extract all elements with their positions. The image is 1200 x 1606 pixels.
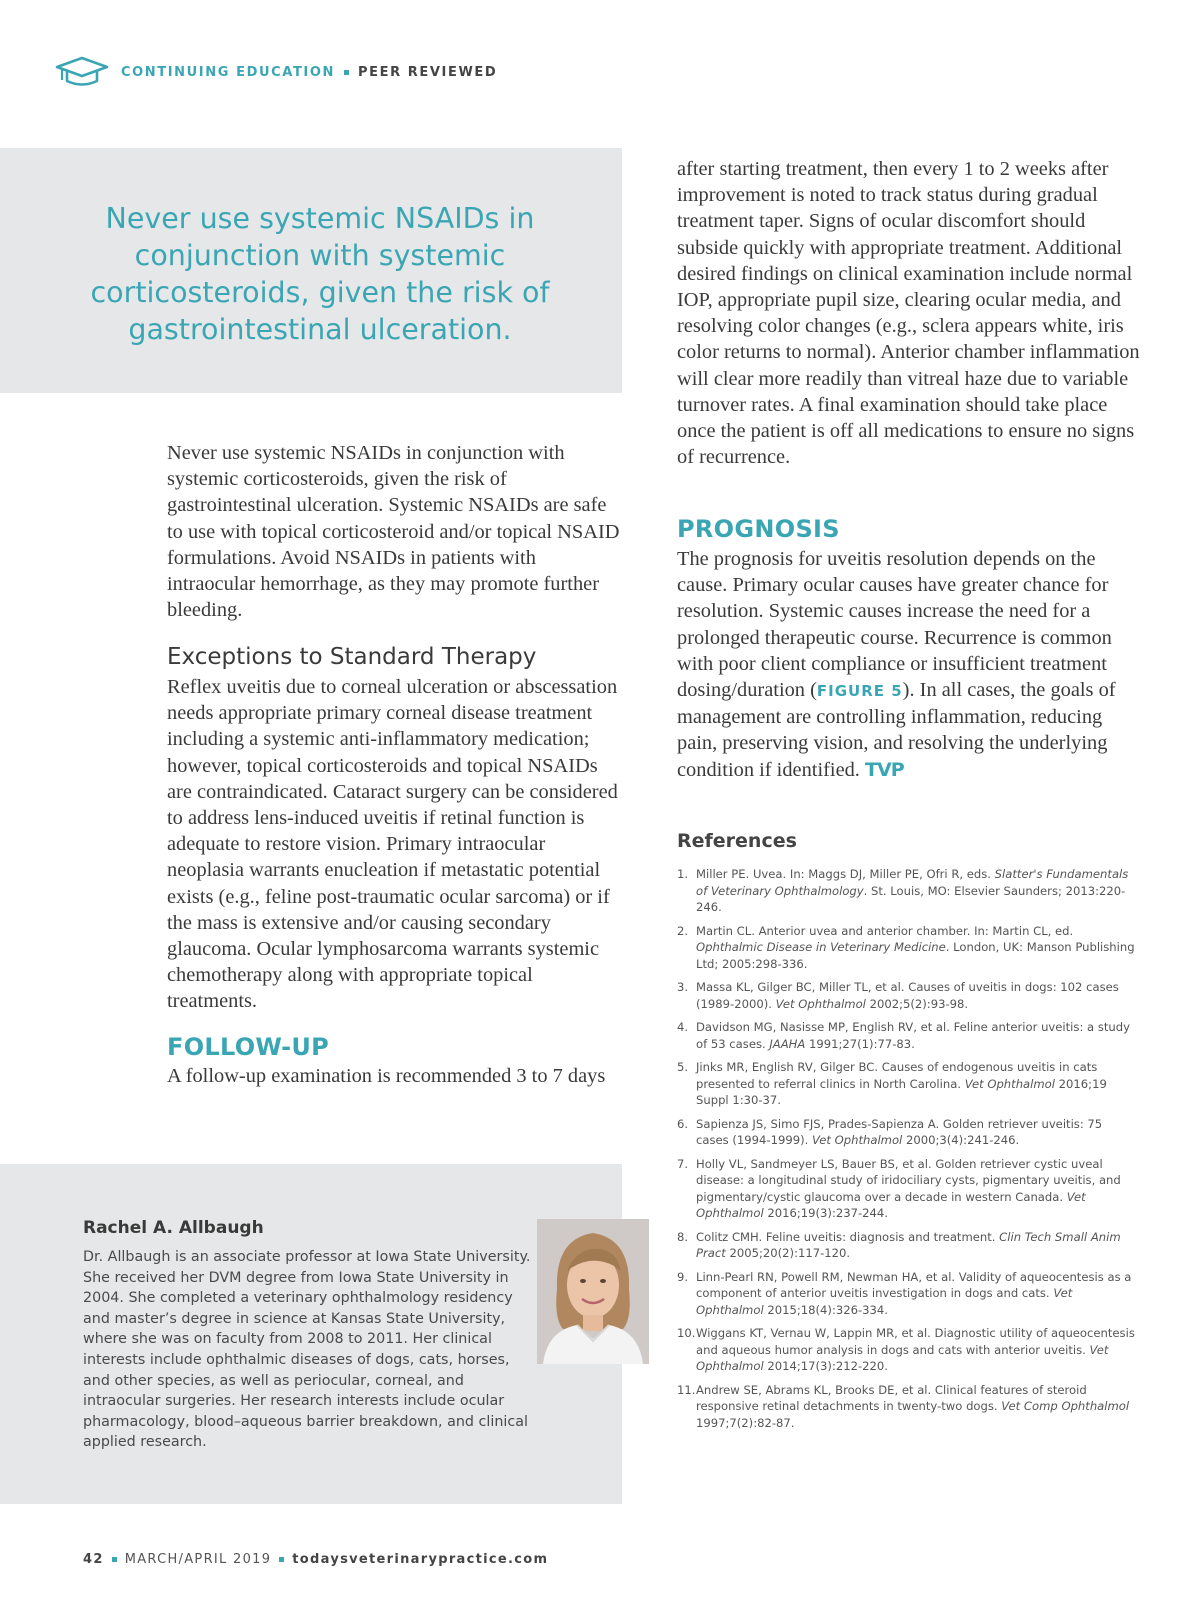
reference-number: 10. xyxy=(677,1326,696,1340)
reference-number: 4. xyxy=(677,1020,689,1034)
reference-citation: 2002;5(2):93-98. xyxy=(865,996,969,1011)
references-heading: References xyxy=(677,830,797,852)
end-mark-logo: TVP xyxy=(865,758,904,781)
reference-source-title: JAAHA xyxy=(769,1036,806,1051)
reference-item xyxy=(677,1156,1137,1222)
reference-citation: 2005;20(2):117-120. xyxy=(725,1246,851,1260)
reference-source-title: Vet Ophthalmol xyxy=(696,1342,1109,1373)
reference-text: Jinks MR, English RV, Gilger BC. Causes of endogenous uveitis in cats presented to referral clinics in North Carolina. xyxy=(696,1060,1098,1091)
references-list xyxy=(677,866,1137,1438)
reference-source-title: Vet Ophthalmol xyxy=(696,1189,1086,1220)
reference-item xyxy=(677,1116,1137,1149)
body-paragraph: Reflex uveitis due to corneal ulceration or abscessation needs appropriate primary corneal disease treatment including a systemic anti-inflammatory medication; however, topical corticosteroids and topical NSAIDs are contraindicated. Cataract surgery can be considered to address lens-induced uveitis if retinal function is adequate to restore vision. Primary intraocular neoplasia warrants enucleation if metastatic potential exists (e.g., feline post-traumatic ocular sarcoma) or if the mass is extensive and/or causing secondary glaucoma. Ocular lymphosarcoma warrants systemic chemotherapy along with appropriate topical treatments. xyxy=(167,676,618,1013)
peer-reviewed-label: PEER REVIEWED xyxy=(357,64,498,80)
issue-date: MARCH/APRIL 2019 xyxy=(124,1552,272,1567)
reference-source-title: Clin Tech Small Anim Pract xyxy=(696,1229,1121,1260)
reference-text: Wiggans KT, Vernau W, Lappin MR, et al. Diagnostic utility of aqueocentesis and aqueous humor analysis in dogs and cats with anterior uveitis. xyxy=(696,1326,1135,1357)
reference-text: Davidson MG, Nasisse MP, English RV, et al. Feline anterior uveitis: a study of 53 cases. xyxy=(696,1020,1130,1051)
reference-citation: 2015;18(4):326-334. xyxy=(763,1302,888,1317)
author-photo xyxy=(537,1219,649,1364)
reference-item xyxy=(677,1269,1137,1319)
reference-number: 1. xyxy=(677,867,689,881)
reference-citation: 2000;3(4):241-246. xyxy=(902,1133,1020,1147)
reference-source-title: Slatter's Fundamentals of Veterinary Ophthalmology xyxy=(696,867,1129,898)
paragraph-text: ). In all cases, the goals of management are controlling inflammation, reducing pain, preserving vision, and resolving the underlying condition if identified. xyxy=(677,679,1116,781)
separator-dot xyxy=(279,1557,284,1562)
pull-quote-text: Never use systemic NSAIDs in conjunction with systemic corticosteroids, given the risk of gastrointestinal ulceration. xyxy=(90,202,550,346)
reference-citation: 2016;19 Suppl 1:30-37. xyxy=(696,1076,1107,1107)
separator-dot xyxy=(344,70,349,75)
reference-number: 2. xyxy=(677,923,689,938)
reference-item xyxy=(677,1382,1137,1432)
graduation-cap-icon xyxy=(55,55,109,89)
reference-source-title: Vet Ophthalmol xyxy=(696,1286,1073,1317)
reference-item xyxy=(677,1019,1137,1052)
subsection-heading: Exceptions to Standard Therapy xyxy=(167,644,537,670)
reference-citation: 2014;17(3):212-220. xyxy=(763,1359,888,1373)
pull-quote-box xyxy=(0,148,622,393)
reference-number: 3. xyxy=(677,980,689,994)
author-name: Rachel A. Allbaugh xyxy=(83,1218,264,1238)
page-number: 42 xyxy=(83,1552,104,1567)
author-portrait-image xyxy=(537,1219,649,1364)
reference-number: 11. xyxy=(677,1382,696,1397)
website-link[interactable]: todaysveterinarypractice.com xyxy=(292,1552,549,1567)
reference-item xyxy=(677,923,1137,973)
reference-number: 7. xyxy=(677,1156,689,1171)
reference-item xyxy=(677,866,1137,916)
reference-item xyxy=(677,1229,1137,1262)
reference-text: Andrew SE, Abrams KL, Brooks DE, et al. Clinical features of steroid responsive retinal detachments in twenty-two dogs. xyxy=(696,1382,1087,1413)
body-paragraph: after starting treatment, then every 1 to 2 weeks after improvement is noted to track status during gradual treatment taper. Signs of ocular discomfort should subside quickly with appropriate treatment. Additional desired findings on clinical examination include normal IOP, appropriate pupil size, clearing ocular media, and resolving color changes (e.g., sclera appears white, iris color returns to normal). Anterior chamber inflammation will clear more readily than vitreal haze due to variable turnover rates. A final examination should take place once the patient is off all medications to ensure no signs of recurrence. xyxy=(677,158,1140,469)
reference-source-title: Vet Ophthalmol xyxy=(775,996,866,1011)
body-paragraph: A follow-up examination is recommended 3 to 7 days xyxy=(167,1065,606,1087)
body-paragraph: Never use systemic NSAIDs in conjunction with systemic corticosteroids, given the risk of gastrointestinal ulceration. Systemic NSAIDs are safe to use with topical corticosteroid and/or topical NSAID formulations. Avoid NSAIDs in patients with intraocular hemorrhage, as they may promote further bleeding. xyxy=(167,442,620,622)
reference-text: Martin CL. Anterior uvea and anterior chamber. In: Martin CL, ed. xyxy=(696,923,1074,938)
reference-number: 6. xyxy=(677,1116,689,1131)
figure-reference-link[interactable]: FIGURE 5 xyxy=(816,682,903,701)
reference-number: 9. xyxy=(677,1269,689,1284)
reference-citation: 1991;27(1):77-83. xyxy=(805,1036,915,1051)
reference-text: Colitz CMH. Feline uveitis: diagnosis and treatment. xyxy=(696,1229,1000,1244)
author-bio-text: Dr. Allbaugh is an associate professor at Iowa State University. She received her DVM degree from Iowa State University in 2004. She completed a veterinary ophthalmology residency and master’s degree in science at Kansas State University, where she was on faculty from 2008 to 2011. Her clinical interests include ophthalmic diseases of dogs, cats, horses, and other species, as well as periocular, corneal, and intraocular surgeries. Her research interests include ocular pharmacology, blood–aqueous barrier breakdown, and clinical applied research. xyxy=(83,1249,531,1451)
section-heading-prognosis: PROGNOSIS xyxy=(677,515,840,543)
reference-citation: 1997;7(2):82-87. xyxy=(696,1415,795,1430)
reference-item xyxy=(677,1325,1137,1375)
reference-source-title: Vet Comp Ophthalmol xyxy=(1001,1399,1130,1413)
reference-source-title: Ophthalmic Disease in Veterinary Medicine xyxy=(696,940,946,954)
page-footer xyxy=(83,1552,548,1567)
reference-source-title: Vet Ophthalmol xyxy=(964,1076,1055,1091)
reference-text: Sapienza JS, Simo FJS, Prades-Sapienza A. Golden retriever uveitis: 75 cases (1994-1999). xyxy=(696,1116,1103,1147)
reference-text: Massa KL, Gilger BC, Miller TL, et al. Causes of uveitis in dogs: 102 cases (1989-2000). xyxy=(696,980,1119,1011)
page-header xyxy=(55,54,497,90)
reference-text: Holly VL, Sandmeyer LS, Bauer BS, et al. Golden retriever cystic uveal disease: a longitudinal study of iridociliary cysts, pigmentary uveitis, and pigmentary/cystic glaucoma over a decade in western Canada. xyxy=(696,1156,1121,1204)
reference-citation: . London, UK: Manson Publishing Ltd; 2005:298-336. xyxy=(696,940,1135,971)
reference-text: Linn-Pearl RN, Powell RM, Newman HA, et al. Validity of aqueocentesis as a component of anterior uveitis investigation in dogs and cats. xyxy=(696,1269,1132,1300)
reference-citation: . St. Louis, MO: Elsevier Saunders; 2013:220-246. xyxy=(696,883,1126,914)
section-label: CONTINUING EDUCATION xyxy=(121,64,335,80)
paragraph-text: The prognosis for uveitis resolution depends on the cause. Primary ocular causes have greater chance for resolution. Systemic causes increase the need for a prolonged therapeutic course. Recurrence is common with poor client compliance or insufficient treatment dosing/duration ( xyxy=(677,548,1112,702)
section-heading-followup: FOLLOW-UP xyxy=(167,1033,330,1061)
separator-dot xyxy=(112,1557,117,1562)
reference-source-title: Vet Ophthalmol xyxy=(812,1133,903,1147)
reference-item xyxy=(677,1059,1137,1109)
reference-citation: 2016;19(3):237-244. xyxy=(763,1206,888,1220)
reference-item xyxy=(677,979,1137,1012)
reference-text: Miller PE. Uvea. In: Maggs DJ, Miller PE, Ofri R, eds. xyxy=(696,867,995,881)
reference-number: 8. xyxy=(677,1229,689,1244)
reference-number: 5. xyxy=(677,1060,689,1074)
body-paragraph xyxy=(677,546,1145,783)
